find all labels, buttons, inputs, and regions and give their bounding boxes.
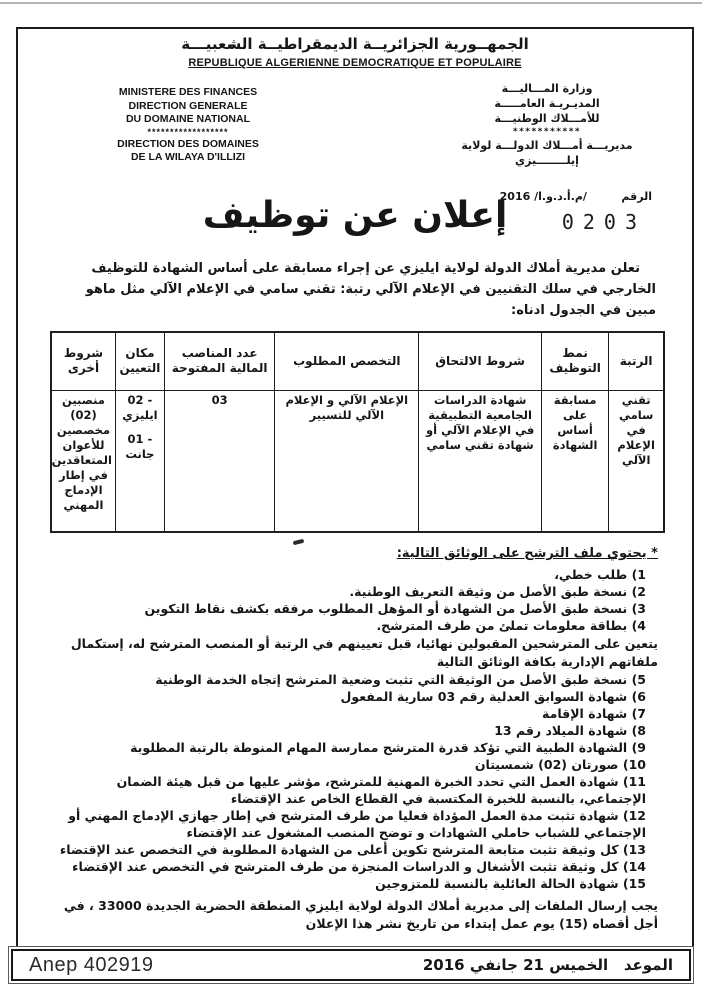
vacancy-table: [50, 331, 665, 533]
separator-stars: ***********: [512, 127, 582, 137]
doc-item: 9) الشهادة الطبية التي تؤكد قدرة المترشح ممارسة المهام المنوطة بالرتبة المطلوبة: [130, 740, 646, 755]
col-header-rank: الرتبة: [609, 332, 664, 390]
table-row: [51, 390, 664, 532]
document-body: [18, 258, 692, 933]
col-header-open-positions: عدد المناصب المالية المفتوحة: [164, 332, 274, 390]
direction-line: DE LA WILAYA D'ILLIZI: [130, 151, 246, 163]
doc-item: 1) طلب خطي،: [554, 567, 646, 582]
ministry-line-ar: وزارة المـــاليـــة: [501, 82, 593, 95]
col-header-assignment-place: مكان التعيين: [115, 332, 164, 390]
issuer-block-french: [113, 86, 263, 165]
doc-item: 7) شهادة الإقامة: [542, 706, 646, 721]
doc-item: 10) صورتان (02) شمسيتان: [474, 757, 646, 772]
cell-recruitment-mode: مسابقة على أساس الشهادة: [541, 390, 608, 532]
anep-reference: Anep 402919: [29, 953, 154, 976]
col-header-specialty: التخصص المطلوب: [275, 332, 419, 390]
ministry-line: DU DOMAINE NATIONAL: [125, 113, 251, 125]
issuer-block-arabic: [442, 81, 652, 168]
doc-item: 15) شهادة الحالة العائلية بالنسبة للمتزوجين: [375, 876, 646, 891]
doc-item: 11) شهادة العمل التي تحدد الخبرة المهنية للمترشح، مؤشر عليها من قبل هيئة الضمان الإجتماعي، بالنسبة للخبرة المكتسبة في القطاع الخاص عند الإقتضاء: [116, 774, 646, 806]
republic-title-french: REPUBLIQUE ALGERIENNE DEMOCRATIQUE ET POPULAIRE: [188, 57, 522, 69]
ministry-line: DIRECTION GENERALE: [128, 99, 248, 112]
documents-heading: * يحتوي ملف الترشح على الوثائق التالية:: [396, 546, 658, 561]
col-header-eligibility: شروط الالتحاق: [419, 332, 542, 390]
footer-inner-frame: [11, 949, 691, 981]
cell-open-positions: 03: [164, 390, 274, 532]
ministry-line: MINISTERE DES FINANCES: [118, 86, 258, 98]
document-frame: [16, 27, 694, 946]
separator-stars: ******************: [147, 126, 229, 137]
col-header-recruitment-mode: نمط التوظيف: [541, 332, 608, 390]
col-header-other-conditions: شروط أخرى: [51, 332, 115, 390]
handwritten-stamp-number: 0203: [561, 210, 646, 234]
republic-title-arabic: الجمهــورية الجزائريــة الديمقراطيــة الشعبيـــة: [181, 35, 529, 53]
cell-rank: تقني سامي في الإعلام الآلي: [609, 390, 664, 532]
cell-eligibility: شهادة الدراسات الجامعية التطبيقية في الإعلام الآلي أو شهادة تقني سامي: [419, 390, 542, 532]
direction-line: DIRECTION DES DOMAINES: [117, 137, 259, 150]
doc-item: 4) بطاقة معلومات تملئ من طرف المترشح.: [376, 618, 646, 633]
doc-item: 12) شهادة تثبت مدة العمل المؤداة فعليا من طرف المترشح في إطار جهازي الإدماج المهني أو الإجتماعي للشباب حاملي الشهادات و توضح المنصب المشغول عند الإقتضاء: [68, 808, 646, 840]
doc-item: 3) نسخة طبق الأصل من الشهادة أو المؤهل المطلوب مرفقه بكشف نقاط التكوين: [144, 601, 646, 616]
ministry-line-ar: للأمـــلاك الوطنيـــة: [494, 112, 600, 125]
cell-specialty: الإعلام الآلي و الإعلام الآلي للتسيير: [275, 390, 419, 532]
doc-item: 13) كل وثيقة تثبت متابعة المترشح تكوين أعلى من الشهادة المطلوبة في التخصص عند الإقتضاء: [59, 842, 646, 857]
page-title: إعلان عن توظيف: [202, 195, 508, 236]
announcement-intro: تعلن مديرية أملاك الدولة لولاية ايليزي عن إجراء مسابقة على أساس الشهادة للتوظيف الخارجي في سلك التقنيين في الإعلام الآلي رتبة: تقني سامي في الإعلام الآلي مثل ماهو مبين في الجدول ادناه:: [85, 261, 656, 318]
doc-item: 6) شهادة السوابق العدلية رقم 03 سارية المفعول: [340, 689, 646, 704]
reference-number-line: الرقم /م.أ.د.و.ا/ 2016: [499, 190, 652, 203]
doc-item: 8) شهادة الميلاد رقم 13: [494, 723, 646, 738]
submission-instructions: يجب إرسال الملفات إلى مديرية أملاك الدولة لولاية ايليزي المنطقة الحضرية الجديدة 33000 ، في أجل أقصاه (15) يوم عمل إبتداء من تاريخ نشر هذا الإعلان: [63, 898, 658, 931]
doc-item: 5) نسخة طبق الأصل من الوثيقة التي تثبت وضعية المترشح إتجاه الخدمة الوطنية: [155, 672, 646, 687]
final-admission-note: يتعين على المترشحين المقبولين نهائيا، قبل تعيينهم في الرتبة أو المنصب المترشح له، إستكمال ملفاتهم الإدارية بكافة الوثائق التالية: [70, 636, 658, 669]
doc-item: 2) نسخة طبق الأصل من وثيقة التعريف الوطنية.: [349, 584, 646, 599]
direction-line-ar: مديريـــة أمـــلاك الدولـــة لولاية: [461, 139, 633, 152]
doc-item: 14) كل وثيقة تثبت الأشغال و الدراسات المنجزة من طرف المترشح في التخصص عند الإقتضاء: [72, 859, 646, 874]
required-documents-section: [48, 546, 658, 892]
location-line: - 01 جانت: [125, 431, 155, 461]
publication-date: الموعد الخميس 21 جانفي 2016: [422, 956, 673, 974]
location-line: - 02 ايليزي: [122, 392, 158, 422]
table-header-row: [51, 332, 664, 390]
direction-line-ar: إيلــــــــيزي: [515, 154, 579, 167]
footer-strip: [8, 946, 694, 984]
scan-edge-line: [0, 2, 702, 4]
ministry-line-ar: المديـريـة العامـــــة: [494, 97, 600, 110]
cell-other-conditions: منصبين (02) مخصصين للأعوان المتعاقدين في إطار الإدماج المهني: [51, 390, 115, 532]
cell-assignment-place: [115, 390, 164, 532]
